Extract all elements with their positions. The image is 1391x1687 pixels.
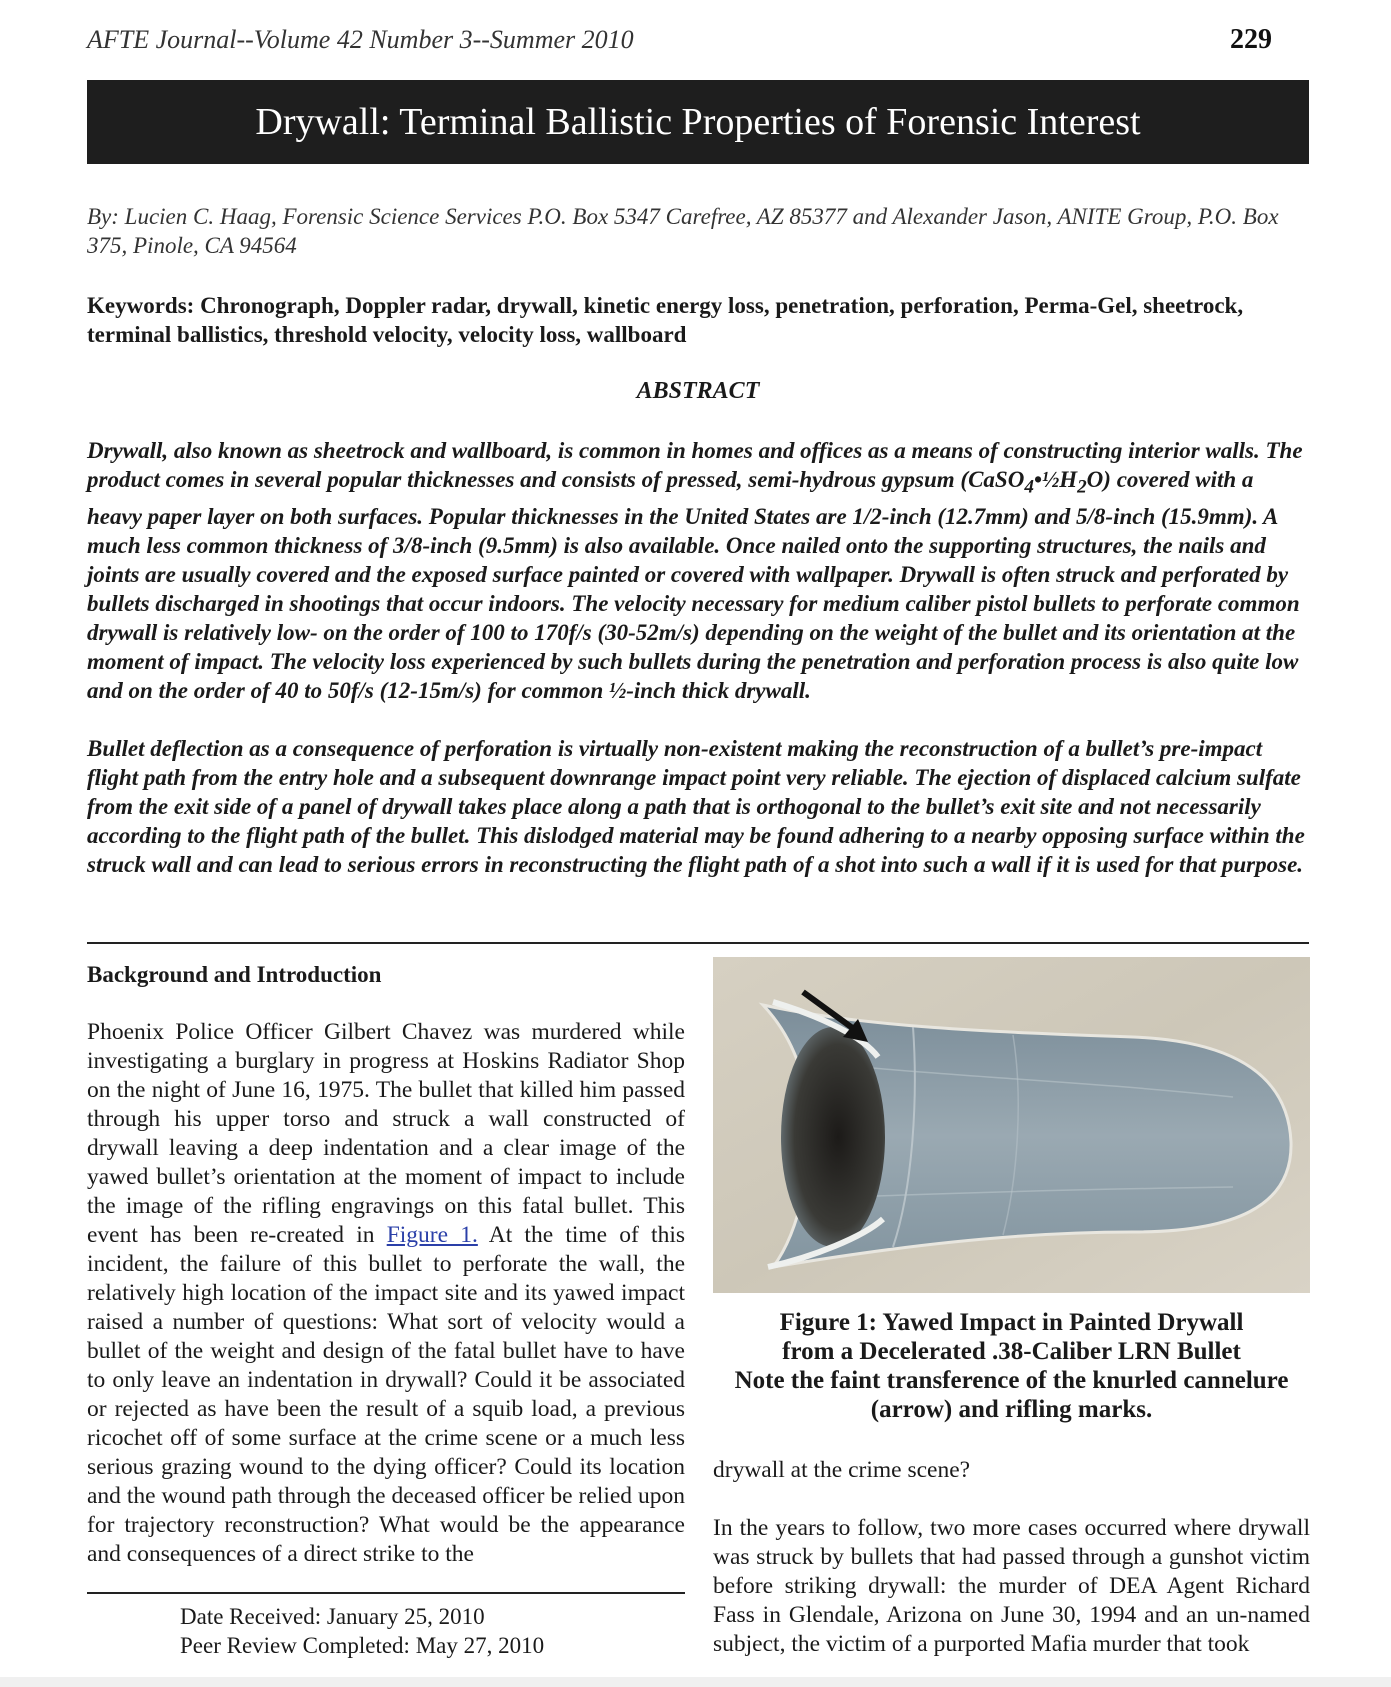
- figure-1-link[interactable]: Figure 1.: [386, 1222, 478, 1248]
- abstract-paragraph-2: Bullet deflection as a consequence of perforation is virtually non-existent making the reconstruction of a bullet’s pre-impact flight path from the entry hole and a subsequent downrange impact point very reliable. The ejection of displaced calcium sulfate from the exit side of a panel of drywall takes place along a path that is orthogonal to the bullet’s exit site and not necessarily according to the flight path of the bullet. This dislodged material may be found adhering to a nearby opposing surface within the struck wall and can lead to serious errors in reconstructing the flight path of a shot into such a wall if it is used for that purpose.: [87, 735, 1305, 877]
- keywords: Keywords: Chronograph, Doppler radar, drywall, kinetic energy loss, penetration, perforation, Perma-Gel, sheetrock, terminal ballistics, threshold velocity, velocity loss, wallboard: [87, 293, 1244, 347]
- article-title: Drywall: Terminal Ballistic Properties of Forensic Interest: [255, 101, 1141, 143]
- figure-1-caption: [713, 1308, 1310, 1424]
- footnote-divider: [87, 1592, 685, 1594]
- running-head: [87, 24, 1272, 64]
- caption-line: from a Decelerated .38-Caliber LRN Bullet: [782, 1338, 1241, 1365]
- right-column-paragraph: In the years to follow, two more cases occurred where drywall was struck by bullets that had passed through a gunshot victim before striking drywall: the murder of DEA Agent Richard Fass in Glendale, Arizona on June 30, 1994 and an un-named subject, the victim of a purported Mafia murder that took: [713, 1515, 1310, 1657]
- peer-review-date: Peer Review Completed: May 27, 2010: [180, 1633, 545, 1658]
- footnote-dates: [180, 1602, 544, 1660]
- page-bottom-edge: [0, 1677, 1391, 1687]
- author-byline: By: Lucien C. Haag, Forensic Science Services P.O. Box 5347 Carefree, AZ 85377 and Alexander Jason, ANITE Group, P.O. Box 375, Pinole, CA 94564: [87, 204, 1279, 258]
- figure-1-photo: [713, 957, 1310, 1293]
- continued-text: drywall at the crime scene?: [713, 1457, 971, 1483]
- abstract-body: [87, 436, 1309, 908]
- drywall-impact-photo: [713, 957, 1310, 1293]
- abstract-paragraph-1: Drywall, also known as sheetrock and wallboard, is common in homes and offices as a means of constructing interior walls. The product comes in several popular thicknesses and consists of pressed, semi-hydrous gypsum $(CaSO_4•\frac{1}{2}H_2O)$ covered with a heavy paper layer on both surfaces. Popular thicknesses in the United States are 1/2-inch (12.7mm) and 5/8-inch (15.9mm). A much less common thickness of 3/8-inch (9.5mm) is also available. Once nailed onto the supporting structures, the nails and joints are usually covered and the exposed surface painted or covered with wallpaper. Drywall is often struck and perforated by bullets discharged in shootings that occur indoors. The velocity necessary for medium caliber pistol bullets to perforate common drywall is relatively low- on the order of 100 to 170f/s (30-52m/s) depending on the weight of the bullet and its orientation at the moment of impact. The velocity loss experienced by such bullets during the penetration and perforation process is also quite low and on the order of 40 to 50f/s (12-15m/s) for common ½-inch thick drywall.: [87, 438, 1303, 703]
- left-column: [87, 960, 685, 1569]
- section-heading: Background and Introduction: [87, 962, 382, 987]
- abstract-heading: ABSTRACT: [636, 378, 760, 404]
- caption-line: (arrow) and rifling marks.: [870, 1396, 1153, 1423]
- title-banner: [87, 80, 1309, 164]
- intro-paragraph: Phoenix Police Officer Gilbert Chavez was murdered while investigating a burglary in progress at Hoskins Radiator Shop on the night of June 16, 1975. The bullet that killed him passed through his upper torso and struck a wall constructed of drywall leaving a deep indentation and a clear image of the yawed bullet’s orientation at the moment of impact to include the image of the rifling engravings on this fatal bullet. This event has been re-created in Figure 1. At the time of this incident, the failure of this bullet to perforate the wall, the relatively high location of the impact site and its yawed impact raised a number of questions: What sort of velocity would a bullet of the weight and design of the fatal bullet have to have to only leave an indentation in drywall? Could it be associated or rejected as have been the result of a squib load, a previous ricochet off of some surface at the crime scene or a much less serious grazing wound to the dying officer? Could its location and the wound path through the deceased officer be relied upon for trajectory reconstruction? What would be the appearance and consequences of a direct strike to the: [87, 1019, 685, 1567]
- page-number: 229: [1230, 24, 1272, 55]
- journal-citation: AFTE Journal--Volume 42 Number 3--Summer 2010: [87, 25, 634, 54]
- section-divider: [87, 942, 1309, 944]
- caption-line: Note the faint transference of the knurled cannelure: [734, 1367, 1289, 1394]
- date-received: Date Received: January 25, 2010: [180, 1604, 485, 1629]
- caption-line: Figure 1: Yawed Impact in Painted Drywall: [779, 1309, 1244, 1336]
